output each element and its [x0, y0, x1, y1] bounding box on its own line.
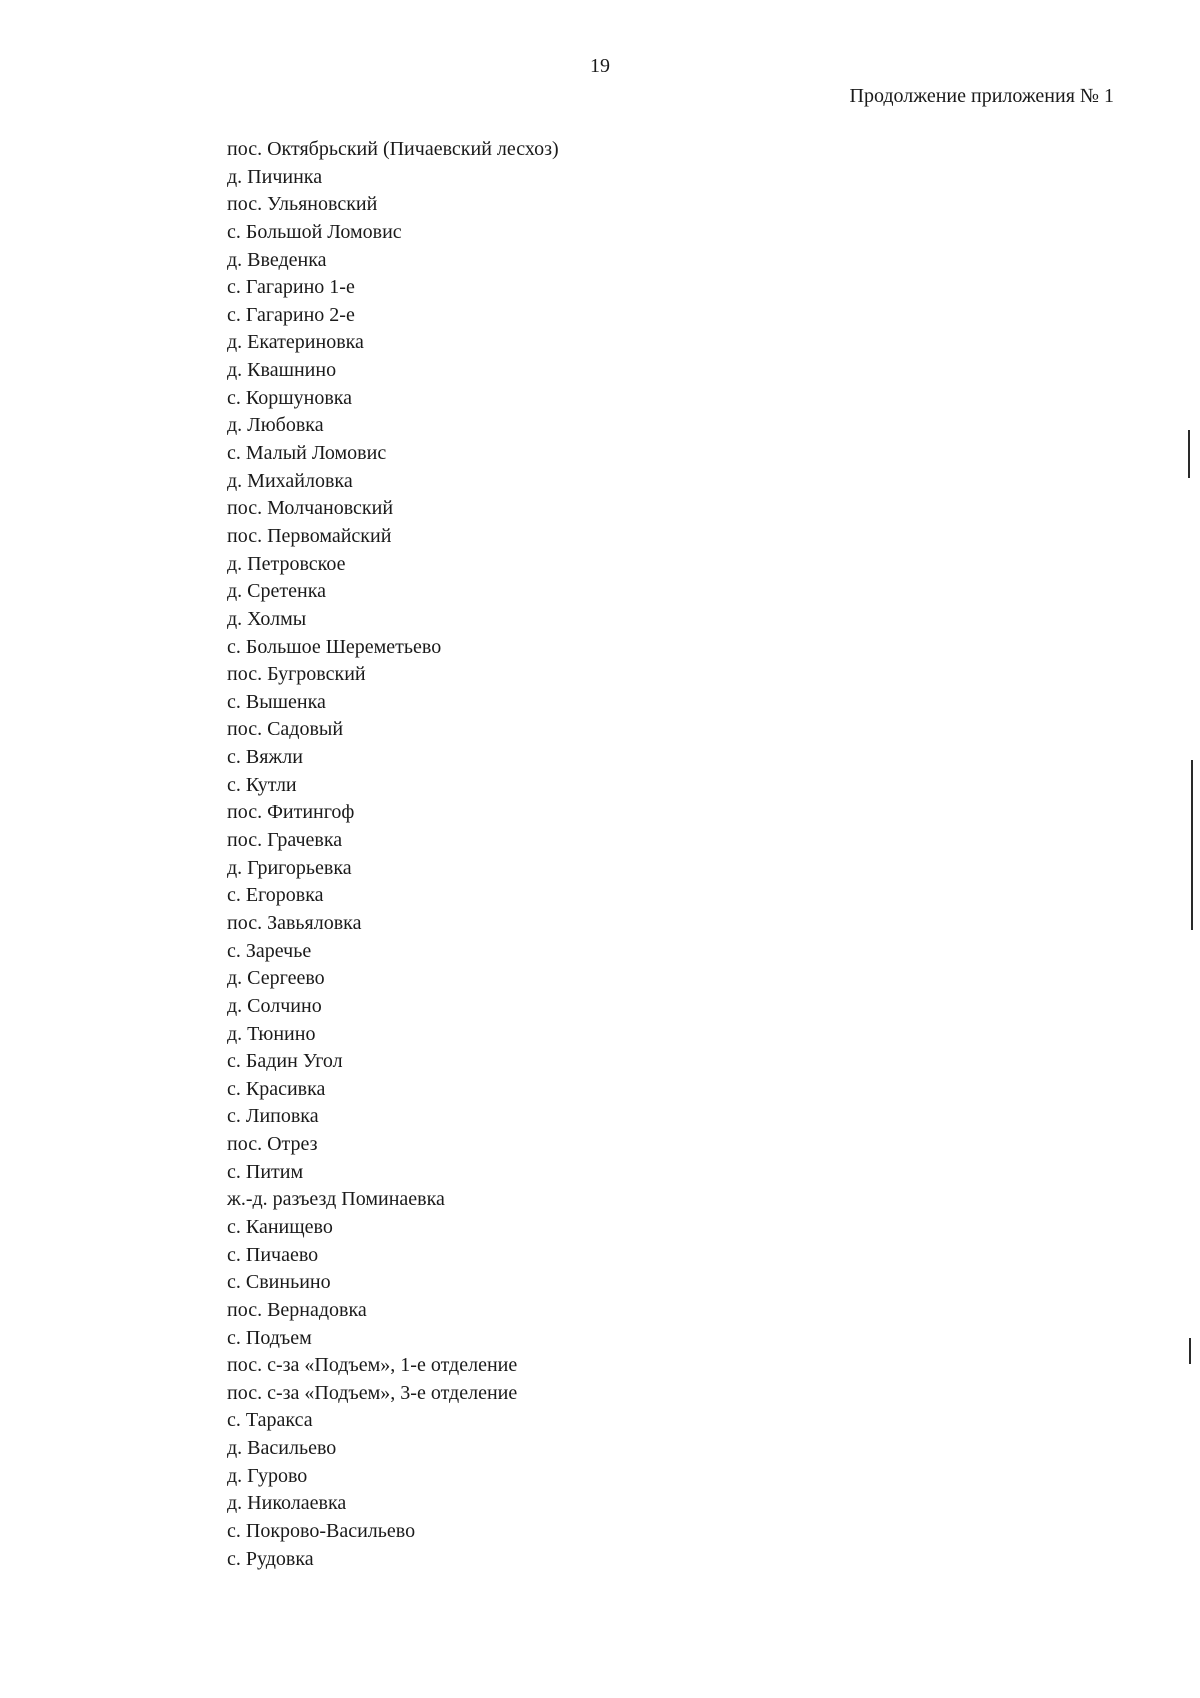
settlement-item: д. Солчино	[227, 994, 322, 1017]
settlement-item: с. Пичаево	[227, 1243, 319, 1266]
settlement-item: пос. Фитингоф	[227, 801, 355, 824]
settlement-item: д. Любовка	[227, 414, 324, 437]
settlement-item: д. Квашнино	[227, 359, 337, 382]
settlement-item: с. Гагарино 1-е	[227, 276, 355, 299]
settlement-item: пос. Ульяновский	[227, 193, 378, 216]
settlement-item: с. Большой Ломовис	[227, 220, 402, 243]
settlement-item: пос. Молчановский	[227, 497, 394, 520]
settlement-item: с. Кутли	[227, 773, 297, 796]
settlement-item: д. Петровское	[227, 552, 346, 575]
settlement-item: с. Заречье	[227, 939, 312, 962]
settlement-item: д. Екатериновка	[227, 331, 364, 354]
settlement-item: с. Питим	[227, 1160, 304, 1183]
settlement-item: пос. Грачевка	[227, 829, 343, 852]
settlement-item: д. Григорьевка	[227, 856, 352, 879]
settlement-item: пос. Первомайский	[227, 524, 392, 547]
appendix-continuation-label: Продолжение приложения № 1	[849, 85, 1114, 107]
settlement-item: пос. Садовый	[227, 718, 344, 741]
settlement-item: пос. Бугровский	[227, 663, 366, 686]
settlement-item: с. Таракса	[227, 1409, 313, 1432]
settlement-item: д. Михайловка	[227, 469, 353, 492]
page-number: 19	[590, 55, 610, 77]
settlement-item: пос. Октябрьский (Пичаевский лесхоз)	[227, 138, 559, 160]
settlement-item: пос. Завьяловка	[227, 911, 362, 934]
settlement-item: пос. с-за «Подъем», 1-е отделение	[227, 1354, 518, 1377]
settlement-item: с. Свиньино	[227, 1271, 331, 1294]
settlement-item: д. Введенка	[227, 248, 327, 271]
settlement-item: с. Малый Ломовис	[227, 442, 387, 465]
settlement-item: с. Покрово-Васильево	[227, 1520, 416, 1543]
settlement-item: д. Сретенка	[227, 580, 327, 603]
settlement-item: ж.-д. разъезд Поминаевка	[227, 1188, 445, 1211]
settlement-item: с. Вышенка	[227, 690, 326, 713]
scan-artifact-line	[1189, 1338, 1191, 1364]
settlement-item: д. Гурово	[227, 1464, 308, 1487]
settlement-item: с. Рудовка	[227, 1547, 314, 1570]
settlement-item: д. Пичинка	[227, 165, 323, 188]
settlement-item: с. Липовка	[227, 1105, 319, 1128]
settlement-item: д. Сергеево	[227, 967, 325, 990]
settlement-item: пос. Вернадовка	[227, 1298, 367, 1321]
settlement-item: с. Коршуновка	[227, 386, 353, 409]
settlement-item: д. Васильево	[227, 1437, 337, 1460]
settlement-item: с. Большое Шереметьево	[227, 635, 442, 658]
settlement-item: с. Гагарино 2-е	[227, 303, 355, 326]
settlement-item: с. Канищево	[227, 1215, 333, 1238]
settlement-item: с. Вяжли	[227, 746, 303, 769]
settlement-item: пос. с-за «Подъем», 3-е отделение	[227, 1381, 518, 1404]
settlement-item: с. Бадин Угол	[227, 1050, 343, 1073]
scan-artifact-line	[1191, 760, 1193, 930]
settlement-list	[227, 136, 559, 1573]
settlement-item: д. Холмы	[227, 607, 307, 630]
scan-artifact-line	[1188, 430, 1190, 478]
settlement-item: д. Тюнино	[227, 1022, 316, 1045]
settlement-item: с. Егоровка	[227, 884, 324, 907]
settlement-item: пос. Отрез	[227, 1133, 318, 1156]
settlement-item: с. Красивка	[227, 1077, 326, 1100]
settlement-item: д. Николаевка	[227, 1492, 347, 1515]
settlement-item: с. Подъем	[227, 1326, 312, 1349]
